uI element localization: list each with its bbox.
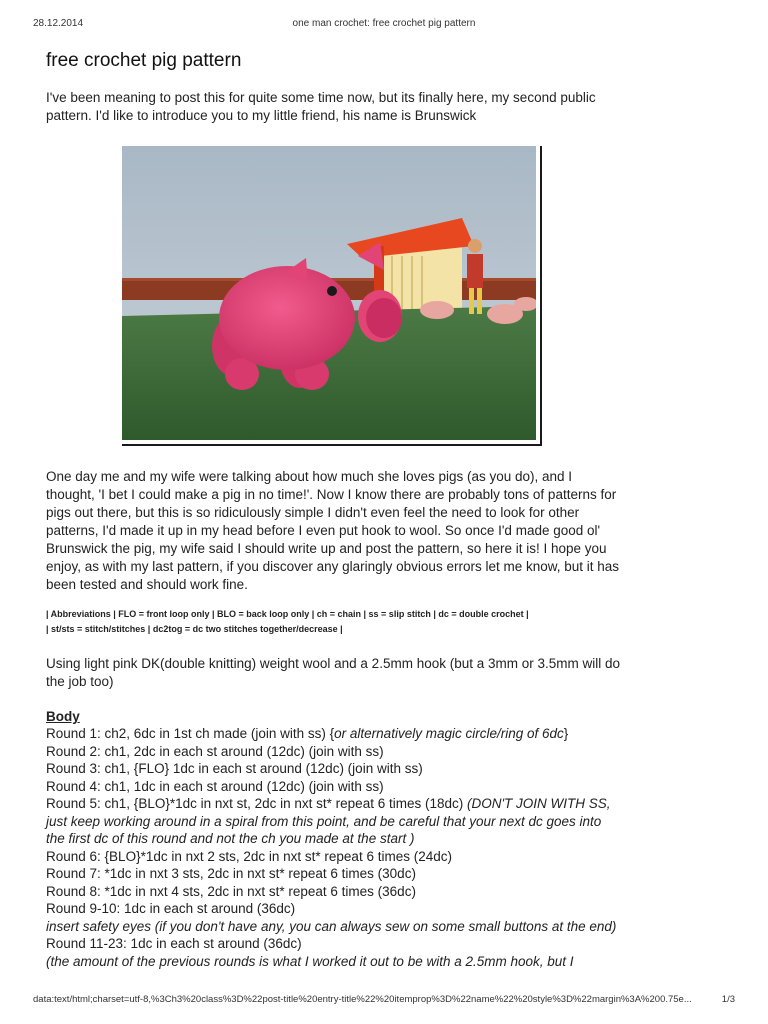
round-8: Round 8: *1dc in nxt 4 sts, 2dc in nxt st* repeat 6 times (36dc)	[46, 883, 416, 899]
abbreviations-line-1: | Abbreviations | FLO = front loop only | BLO = back loop only | ch = chain | ss = slip stitch | dc = double crochet |	[46, 609, 529, 619]
post-title: free crochet pig pattern	[46, 50, 242, 71]
print-date: 28.12.2014	[33, 18, 84, 29]
eyes-note: insert safety eyes (if you don't have any, you can always sew on some small buttons at the end)	[46, 918, 617, 934]
hook-size-note: (the amount of the previous rounds is what I worked it out to be with a 2.5mm hook, but I	[46, 953, 574, 969]
print-page-title: one man crochet: free crochet pig pattern	[292, 18, 476, 29]
abbreviations	[46, 607, 621, 637]
round-7: Round 7: *1dc in nxt 3 sts, 2dc in nxt st* repeat 6 times (30dc)	[46, 866, 416, 881]
round-4: Round 4: ch1, 1dc in each st around (12dc) (join with ss)	[46, 778, 384, 794]
round-5: Round 5: ch1, {BLO}*1dc in nxt st, 2dc in nxt st* repeat 6 times (18dc) (DON'T JOIN WITH SS, just keep working around in a spiral from this point, and be careful that your next dc goes into the first dc of this round and not the ch you made at the start )	[46, 796, 611, 846]
round-3: Round 3: ch1, {FLO} 1dc in each st around (12dc) (join with ss)	[46, 761, 423, 776]
round-9-10: Round 9-10: 1dc in each st around (36dc)	[46, 901, 296, 916]
print-url: data:text/html;charset=utf-8,%3Ch3%20class%3D%22post-title%20entry-title%22%20itemprop%3D%22name%22%20style%3D%22margin%3A%200.75e...	[33, 994, 692, 1005]
round-6: Round 6: {BLO}*1dc in nxt 2 sts, 2dc in nxt st* repeat 6 times (24dc)	[46, 848, 452, 864]
abbreviations-line-2: | st/sts = stitch/stitches | dc2tog = dc two stitches together/decrease |	[46, 624, 343, 634]
story-paragraph: One day me and my wife were talking about how much she loves pigs (as you do), and I thought, 'I bet I could make a pig in no time!'. Now I know there are probably tons of patterns for pigs out there, but this is so ridiculously simple I didn't even feel the need to look for other patterns, I'd made it up in my head before I even put hook to wool. So once I'd made good ol' Brunswick the pig, my wife said I should write up and post the pattern, so here it is! I hope you enjoy, as with my last pattern, if you discover any glaringly obvious errors let me know, but it has been tested and should work fine.	[46, 469, 620, 592]
crochet-pig-photo	[122, 146, 536, 440]
rounds-list	[46, 725, 621, 970]
body-section-heading: Body	[46, 709, 80, 724]
round-2: Round 2: ch1, 2dc in each st around (12dc) (join with ss)	[46, 743, 384, 759]
page-number: 1/3	[721, 994, 735, 1005]
materials-paragraph: Using light pink DK(double knitting) weight wool and a 2.5mm hook (but a 3mm or 3.5mm will do the job too)	[46, 656, 621, 689]
post-body	[46, 50, 621, 970]
round-11-23: Round 11-23: 1dc in each st around (36dc)	[46, 936, 302, 951]
pig-photo-container	[122, 146, 542, 446]
intro-paragraph: I've been meaning to post this for quite some time now, but its finally here, my second public pattern. I'd like to introduce you to my little friend, his name is Brunswick	[46, 90, 596, 123]
round-1: Round 1: ch2, 6dc in 1st ch made (join with ss) {or alternatively magic circle/ring of 6dc}	[46, 726, 569, 741]
